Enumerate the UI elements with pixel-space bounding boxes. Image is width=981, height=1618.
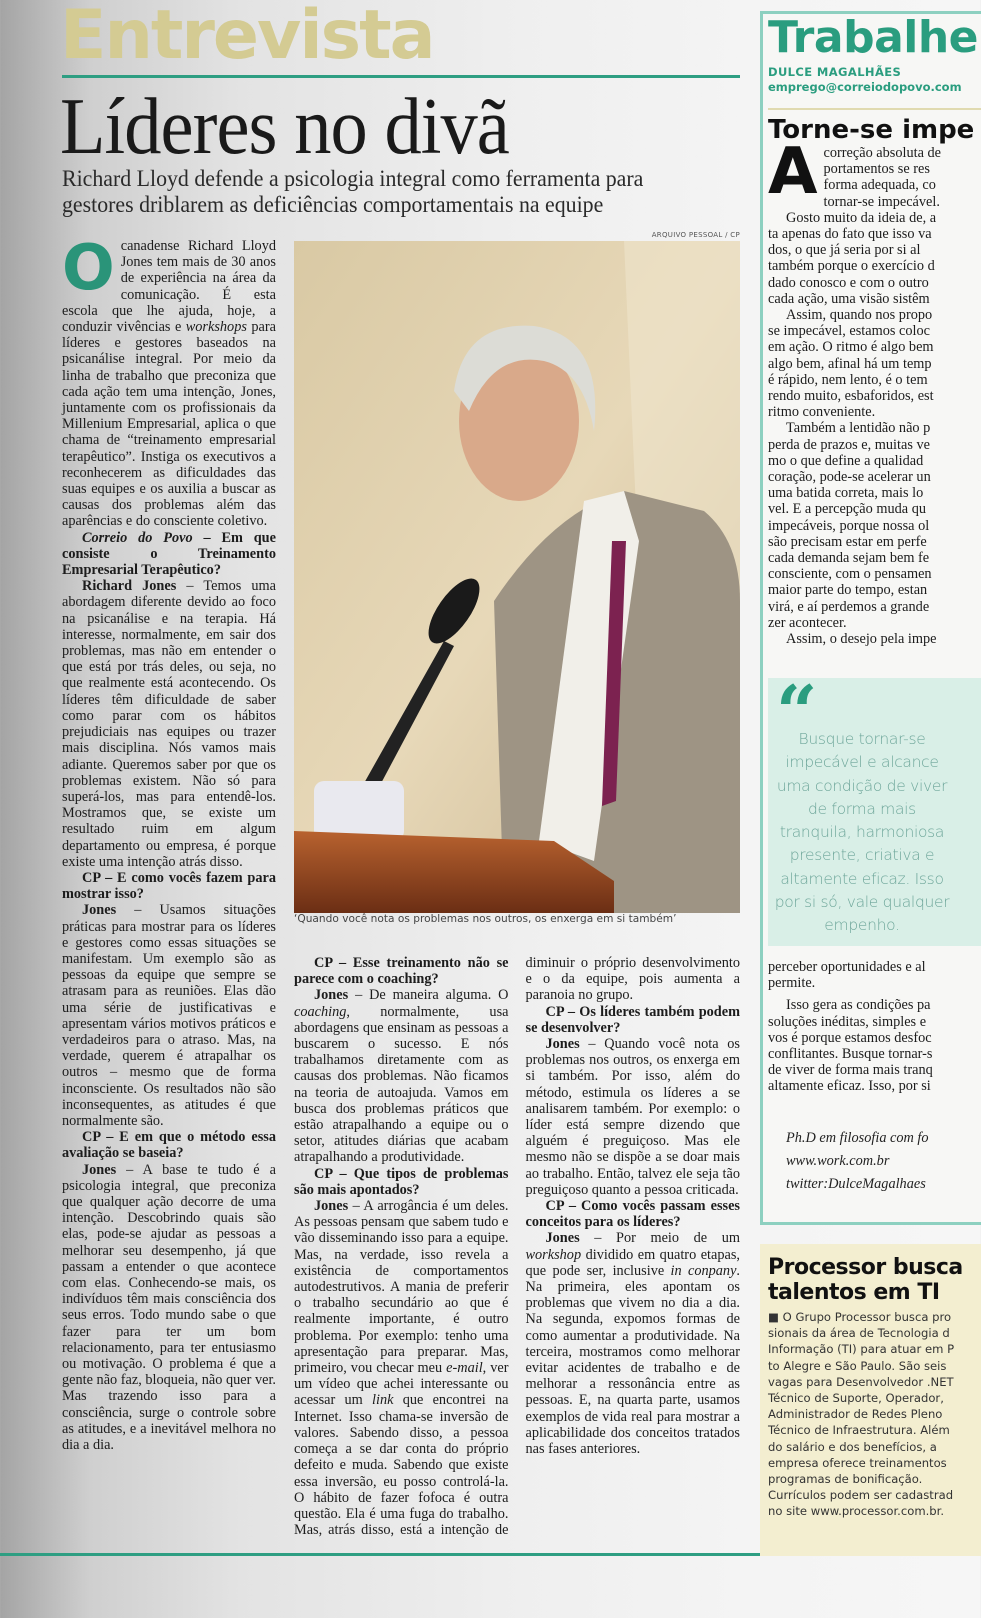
text-line: vos é porque estamos desfoc	[768, 1029, 932, 1046]
deck	[62, 166, 704, 218]
text-line: virá, e aí perdemos a grande	[768, 598, 930, 615]
text-line: www.work.com.br	[786, 1153, 890, 1169]
text-line: em ação. O ritmo é algo bem	[768, 339, 934, 356]
speaker-or-question: CP – E em que o método essa avaliação se baseia?	[62, 1129, 276, 1162]
speaker-or-question: CP – Esse treinamento não se parece com o coaching?	[294, 955, 509, 988]
text-line: presente, criativa e	[789, 846, 935, 865]
text-line: Também a lentidão não p	[786, 420, 931, 437]
text-run: – Temos uma abordagem diferente devido ao foco na psicanálise e na terapia. Há interesse, normalmente, em sair dos problemas, mas não em entender o que está por trás deles, ou seja, no que realmente está acontecendo. Os líderes têm dificuldade de saber como parar com os hábitos prejudiciais nas equipes ou trazer mais disciplina. Nós vamos mais adiante. Queremos saber por que os problemas existem. Não só para superá-los, mas para entendê-los. Mostramos que, se existe um resultado ruim em algum departamento ou empresa, é porque existe uma intenção atrás disso.	[62, 578, 276, 870]
text-line: ta apenas do fato que isso va	[768, 226, 932, 243]
pull-quote-text	[762, 728, 962, 938]
article-paragraph	[62, 1129, 276, 1161]
text-run: , ver um vídeo que achei interessante ou acessar um	[294, 1360, 509, 1409]
text-line: conflitantes. Busque tornar-s	[768, 1046, 933, 1063]
speaker-or-question: Jones	[545, 1230, 580, 1247]
speaker-or-question: CP – Como vocês passam esses conceitos para os líderes?	[525, 1198, 740, 1231]
text-line: Busque tornar-se	[798, 730, 926, 748]
text-run: para líderes e gestores baseados na psicanálise integral. Por meio da linha de trabalho que preconiza que cada ação tem uma intenção, Jones, juntamente com os profissionais da Millenium Empresarial, aplica o que chama de “treinamento empresarial terapêutico”. Instiga os executivos a reconhecerem as dificuldades das suas equipes e os auxilia a buscar as causas dos problemas além das aparências e do consciente coletivo.	[62, 319, 276, 530]
text-line: forma adequada, co	[823, 177, 936, 194]
text-line: Currículos podem ser cadastrad	[768, 1488, 954, 1503]
text-line: Gosto muito da ideia de, a	[786, 209, 937, 226]
text-line: zer acontecer.	[768, 614, 847, 631]
text-run: que encontrei na Internet. Isso chama-se inversão de valores. Sabendo disso, a pessoa começa a se dar conta do próprio defeito e muda. Sabendo que existe essa inversão, eu posso controlá-la. O hábito de fazer fofoca é outra questão. Ela é uma fuga do trabalho. Mas, atrás disso, está a intenção de diminuir o próprio desenvolvimento e o da equipe, pois aumenta a paranoia no grupo.	[294, 955, 740, 1539]
speaker-or-question: Richard Jones	[82, 578, 177, 595]
article-paragraph	[62, 231, 276, 530]
text-line: vagas para Desenvolvedor .NET	[768, 1374, 954, 1389]
text-line: ritmo conveniente.	[768, 404, 876, 421]
text-line: empenho.	[824, 916, 900, 935]
text-run: coaching	[294, 1003, 347, 1020]
article-columns-2-3	[294, 955, 740, 1545]
text-line: Ph.D em filosofia com fo	[786, 1130, 929, 1146]
text-line: tornar-se impecável.	[823, 193, 940, 210]
speaker-or-question: CP – Os líderes também podem se desenvolver?	[525, 1003, 740, 1036]
text-line: Técnico de Infraestrutura. Além	[768, 1423, 950, 1438]
speaker-or-question: CP – Que tipos de problemas são mais apontados?	[294, 1165, 509, 1198]
text-line: Assim, o desejo pela impe	[786, 631, 937, 648]
text-line: Processor busca	[768, 1255, 963, 1280]
text-line: portamentos se res	[823, 161, 930, 178]
deck-line: gestores driblarem as deficiências comportamentais na equipe	[62, 192, 604, 218]
text-line: empresa oferece treinamentos	[768, 1455, 947, 1470]
text-line: soluções inéditas, simples e	[768, 1013, 927, 1030]
text-run: – De maneira alguma. O	[348, 987, 509, 1004]
column-title: Trabalhe	[768, 12, 979, 63]
article-paragraph	[62, 578, 276, 870]
text-line: é rápido, nem lento, é o tem	[768, 371, 928, 388]
article-paragraph	[294, 987, 509, 1165]
text-line: impecáveis, porque nossa ol	[768, 517, 930, 534]
text-run: in conpany	[670, 1262, 737, 1279]
text-line: cada demanda sejam bem fe	[768, 550, 930, 567]
text-line: dado conosco e com o outro	[768, 274, 929, 291]
column-signature	[786, 1127, 929, 1196]
text-line: vel. E a percepção muda qu	[768, 501, 926, 518]
text-line: correção absoluta de	[823, 145, 942, 161]
text-run: – Usamos situações práticas para mostrar para os líderes e gestores como essas situações se manifestam. Um exemplo são as pessoas da equipe que sempre se atrasam para as reuniões. Elas dão uma série de justificativas e apresentam vários motivos práticos e verdadeiros para o atraso. Mas, na verdade, querem é atrapalhar os outros – mesmo que de forma inconsciente. Os resultados não são inconsequentes, as atitudes é que normalmente são.	[62, 902, 276, 1129]
text-run: – A arrogância é um deles. As pessoas pensam que sabem tudo e vão disseminando isso para a equipe. Mas, na verdade, isso revela a existência de comportamentos autodestrutivos. A mania de preferir o trabalho secundário ao que é realmente importante, é outro problema. Por exemplo: tenho uma apresentação para preparar. Mas, primeiro, vou checar meu	[294, 1198, 509, 1377]
text-line: perda de prazos e, muitas ve	[768, 436, 930, 453]
text-run: – A base te tudo é a psicologia integral, que preconiza que qualquer ação decorre de uma intenção. Descobrindo quais são elas, pode-se ajudar as pessoas a melhorar seu desempenho, já que passam a entender o que acontece com elas. Conhecendo-se mais, os indivíduos têm mais consciência dos seus erros. Todo mundo sabe o que fazer para ter um bom relacionamento, para ter entusiasmo ou motivação. O problema é que a gente não faz, bloqueia, não quer ver. Mas trazendo isso para a consciência, surge o controle sobre as atitudes, e a inevitável melhora no dia a dia.	[62, 1161, 276, 1454]
section-kicker: Entrevista	[60, 0, 434, 75]
news-brief-title	[768, 1255, 963, 1305]
text-line: impecável e alcance	[785, 753, 939, 772]
text-line: algo bem, afinal há um temp	[768, 355, 932, 372]
column-author: DULCE MAGALHÃES	[768, 65, 902, 79]
text-run: – Quando você nota os problemas nos outros, os enxerga em si também. Por isso, além do método, estimula os líderes a se analisarem também. Por exemplo: o líder está sempre dizendo que alguém é preguiçoso. Mas ele mesmo não se dispõe a se doar mais ao trabalho. Então, talvez ele seja tão preguiçoso quanto a pessoa criticada.	[525, 1036, 740, 1198]
headline: Líderes no divã	[60, 83, 509, 171]
speaker-or-question: Jones	[82, 902, 117, 919]
text-line: uma batida correta, mais lo	[768, 485, 924, 502]
speaker-or-question: Jones	[314, 1198, 349, 1215]
section-rule	[62, 75, 740, 78]
article-paragraph	[62, 530, 276, 579]
speaker-photo-illustration	[294, 241, 740, 913]
text-line: se impecável, estamos coloc	[768, 323, 930, 340]
text-line: mo o que define a qualidad	[768, 452, 924, 469]
article-paragraph	[294, 1166, 509, 1198]
text-line: perceber oportunidades e al	[768, 959, 926, 975]
text-run: , normalmente, usa abordagens que ensinam as pessoas a buscarem o sucesso. E nós trabalhamos diretamente com as causas dos problemas. Não ficamos na teoria de autoajuda. Vamos em busca dos problemas práticos que estão atrapalhando a equipe ou o setor, atitudes diárias que acabam atrapalhando a produtividade.	[294, 1003, 509, 1166]
photo-credit: ARQUIVO PESSOAL / CP	[651, 231, 740, 239]
text-run: link	[372, 1392, 394, 1409]
text-line: do salário e dos benefícios, a	[768, 1439, 937, 1454]
text-line: Informação (TI) para atuar em P	[768, 1342, 955, 1357]
article-paragraph	[526, 1004, 741, 1036]
text-line: Administrador de Redes Pleno	[768, 1407, 943, 1422]
text-run: dividido em quatro etapas, que pode ser, inclusive	[525, 1246, 740, 1279]
quote-mark-icon: “	[776, 669, 818, 754]
text-line: coração, pode-se acelerar un	[768, 469, 931, 486]
text-line: consciente, com o pensamen	[768, 566, 932, 583]
deck-line: Richard Lloyd defende a psicologia integral como ferramenta para	[62, 166, 644, 192]
article-paragraph	[526, 1230, 741, 1457]
article-paragraph	[62, 870, 276, 902]
text-run: – Por meio de um	[579, 1230, 740, 1247]
column-body	[768, 135, 981, 648]
text-run: canadense Richard Lloyd Jones tem mais de 30 anos de experiência na área da comunicação. É esta escola que lhe ajuda, hoje, a conduzir vivências e	[62, 238, 276, 336]
text-line: de viver de forma mais tranq	[768, 1062, 933, 1079]
text-line: O Grupo Processor busca pro	[782, 1310, 952, 1324]
text-line: talentos em TI	[768, 1280, 940, 1305]
article-paragraph	[526, 1036, 741, 1198]
article-paragraph	[62, 1162, 276, 1454]
text-line: no site www.processor.com.br.	[768, 1504, 945, 1519]
speaker-or-question: – Em que consiste o Treinamento Empresarial Terapêutico?	[62, 529, 276, 579]
text-line: twitter:DulceMagalhaes	[786, 1176, 926, 1192]
interview-photo	[294, 241, 740, 913]
article-paragraph	[62, 902, 276, 1129]
text-line: são precisam estar em perfe	[768, 533, 927, 550]
text-line: tranquila, harmoniosa	[779, 823, 945, 842]
text-line: maior parte do tempo, estan	[768, 582, 928, 599]
text-line: sionais da área de Tecnologia d	[768, 1326, 950, 1341]
text-line: programas de bonificação.	[768, 1472, 923, 1487]
dropcap: O	[62, 231, 115, 304]
text-line: dos, o que já seria por si al	[768, 242, 921, 259]
column-dropcap: A	[768, 135, 818, 209]
text-line: também porque o exercício d	[768, 258, 935, 275]
speaker-or-question: Jones	[82, 1161, 117, 1178]
column-separator	[768, 108, 981, 110]
text-line: uma condição de viver	[776, 776, 948, 795]
text-line: cada ação, uma visão sistêm	[768, 290, 930, 307]
speaker-or-question: CP – E como vocês fazem para mostrar isso?	[62, 869, 276, 903]
text-line: por si só, vale qualquer	[774, 893, 950, 912]
text-line: permite.	[768, 975, 816, 992]
speaker-or-question: Correio do Povo	[82, 529, 193, 546]
text-line: de forma mais	[808, 799, 916, 818]
speaker-or-question: Jones	[545, 1036, 580, 1053]
text-line: altamente eficaz. Isso, por si	[768, 1078, 931, 1095]
text-line: to Alegre e São Paulo. São seis	[768, 1358, 947, 1373]
text-line: Técnico de Suporte, Operador,	[768, 1391, 944, 1406]
column-heading: Torne-se impe	[768, 115, 975, 145]
text-line: Assim, quando nos propo	[786, 307, 933, 324]
article-paragraph	[526, 1198, 741, 1230]
article-column-1	[62, 231, 276, 1454]
text-run: workshops	[185, 319, 247, 336]
column-email-link[interactable]: emprego@correiodopovo.com	[768, 80, 962, 94]
text-line: Isso gera as condições pa	[786, 997, 931, 1014]
bullet-square-icon: ■	[768, 1310, 779, 1324]
text-run: e-mail	[446, 1360, 483, 1377]
speaker-or-question: Jones	[314, 987, 349, 1004]
text-run: workshop	[525, 1246, 582, 1263]
news-brief-text	[768, 1309, 954, 1520]
text-run: . Na primeira, eles apontam os problemas que vivem no dia a dia. Na segunda, expomos formas de como aumentar a produtividade. Na terceira, mostramos como melhorar evitar acidentes de trabalho e de melhorar a ressonância entre as pessoas. E, na quarta parte, usamos exemplos de vida real para mostrar a aplicabilidade dos conceitos tratados nas fases anteriores.	[525, 1262, 740, 1458]
text-line: rendo muito, esbaforidos, est	[768, 388, 934, 405]
column-body-continued	[768, 959, 981, 1095]
article-paragraph	[294, 955, 509, 987]
photo-caption: ‘Quando você nota os problemas nos outros, os enxerga em si também’	[294, 913, 677, 925]
text-line: altamente eficaz. Isso	[780, 869, 944, 888]
